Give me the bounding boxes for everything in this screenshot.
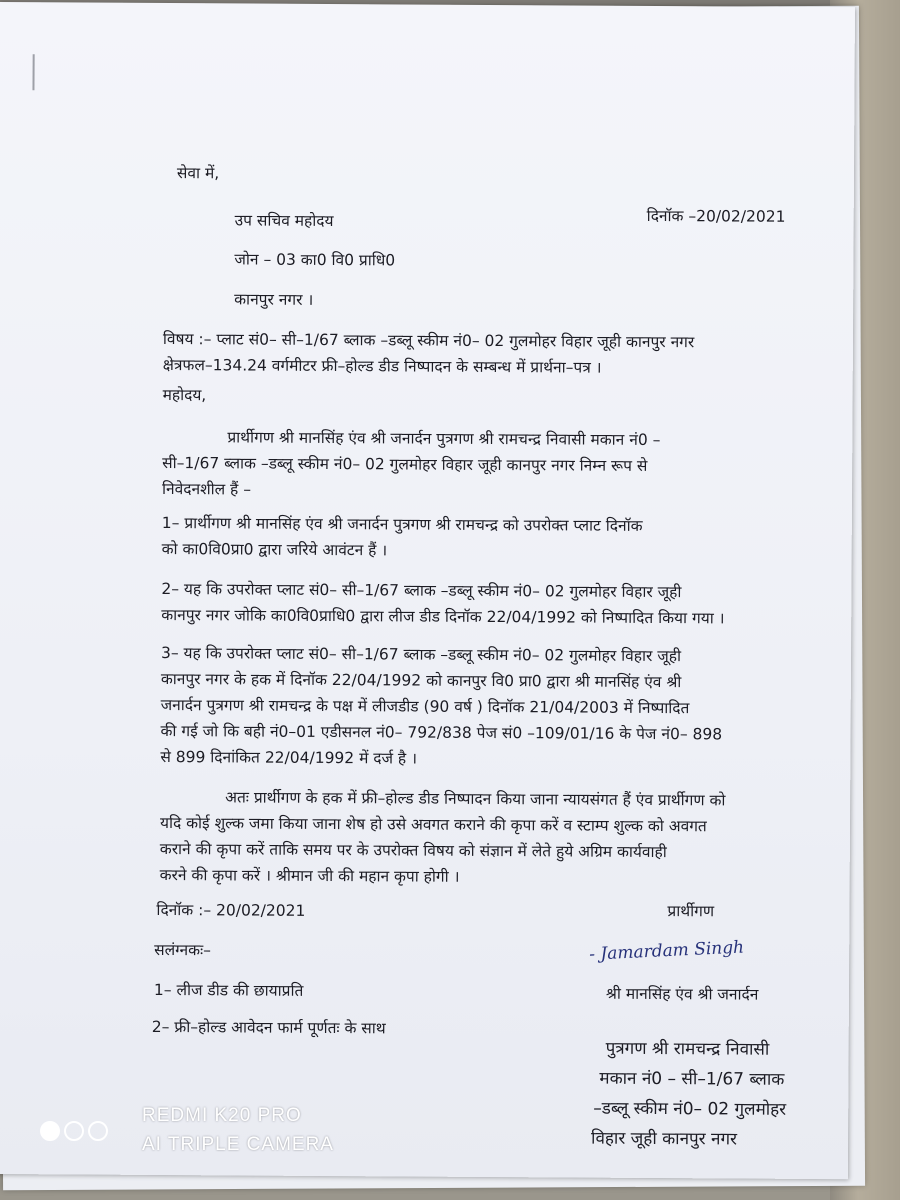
applicant-address-line: पुत्रगण श्री रामचन्द्र निवासी xyxy=(605,1038,770,1060)
recipient-line: कानपुर नगर । xyxy=(234,290,314,309)
enclosure-item: 1– लीज डीड की छायाप्रति xyxy=(153,980,304,1000)
enclosure-item: 2– फ्री–होल्ड आवेदन फार्म पूर्णतः के साथ xyxy=(151,1017,386,1038)
request-line: कराने की कृपा करें ताकि समय पर के उपरोक्त विषय को संज्ञान में लेते हुये अग्रिम कार्यवाही xyxy=(159,839,667,862)
camera-dots-icon xyxy=(40,1121,108,1141)
enclosures-label: सलंग्नकः– xyxy=(154,940,212,960)
handwritten-signature: - Jamardam Singh xyxy=(588,937,745,965)
salutation-to: सेवा में, xyxy=(176,164,220,183)
applicants-label: प्रार्थीगण xyxy=(667,902,715,921)
point-3-line: की गई जो कि बही नं0–01 एडीसनल नं0– 792/838 पेज सं0 –109/01/16 के पेज नं0– 898 xyxy=(160,721,723,744)
point-2-line: कानपुर नगर जोकि का0वि0प्राधि0 द्वारा लीज डीड दिनॉक 22/04/1992 को निष्पादित किया गया । xyxy=(161,605,725,628)
request-line: अतः प्रार्थीगण के हक में फ्री–होल्ड डीड निष्पादन किया जाना न्यायसंगत हैं एंव प्रार्थीगण को xyxy=(225,788,726,810)
intro-line: सी–1/67 ब्लाक –डब्लू स्कीम नं0– 02 गुलमोहर विहार जूही कानपुर नगर निम्न रूप से xyxy=(162,453,648,475)
intro-line: निवेदनशील हैं – xyxy=(161,479,252,499)
applicant-address-line: मकान नं0 – सी–1/67 ब्लाक xyxy=(599,1068,785,1090)
point-3-line: 3– यह कि उपरोक्त प्लाट सं0– सी–1/67 ब्लाक –डब्लू स्कीम नं0– 02 गुलमोहर विहार जूही xyxy=(160,643,682,666)
recipient-line: उप सचिव महोदय xyxy=(234,211,334,231)
point-3-line: जनार्दन पुत्रगण श्री रामचन्द्र के पक्ष में लीजडीड (90 वर्ष ) दिनॉक 21/04/2003 में निष्पादित xyxy=(160,695,690,718)
subject-line: क्षेत्रफल–134.24 वर्गमीटर फ्री–होल्ड डीड निष्पादन के सम्बन्ध में प्रार्थना–पत्र । xyxy=(162,356,602,377)
subject-line: विषय :– प्लाट सं0– सी–1/67 ब्लाक –डब्लू स्कीम नं0– 02 गुलमोहर विहार जूही कानपुर नगर xyxy=(162,330,695,352)
request-line: यदि कोई शुल्क जमा किया जाना शेष हो उसे अवगत कराने की कृपा करें व स्टाम्प शुल्क को अवगत xyxy=(159,813,707,836)
applicant-names: श्री मानसिंह एंव श्री जनार्दन xyxy=(605,984,759,1004)
point-3-line: कानपुर नगर के हक में दिनॉक 22/04/1992 को कानपुर वि0 प्रा0 द्वारा श्री मानसिंह एंव श्री xyxy=(160,669,682,692)
punch-mark xyxy=(32,54,34,90)
intro-line: प्रार्थीगण श्री मानसिंह एंव श्री जनार्दन पुत्रगण श्री रामचन्द्र निवासी मकान नं0 – xyxy=(227,428,661,450)
watermark-camera: AI TRIPLE CAMERA xyxy=(142,1134,334,1155)
date-top: दिनॉक –20/02/2021 xyxy=(646,206,786,226)
point-3-line: से 899 दिनांकित 22/04/1992 में दर्ज है । xyxy=(160,747,418,768)
watermark-model: REDMI K20 PRO xyxy=(142,1105,302,1126)
point-2-line: 2– यह कि उपरोक्त प्लाट सं0– सी–1/67 ब्लाक –डब्लू स्कीम नं0– 02 गुलमोहर विहार जूही xyxy=(161,579,682,602)
letter-page xyxy=(0,2,855,1179)
greeting: महोदय, xyxy=(162,386,207,405)
applicant-address-line: विहार जूही कानपुर नगर xyxy=(591,1128,738,1150)
point-1-line: को का0वि0प्रा0 द्वारा जरिये आवंटन हैं । xyxy=(161,539,388,560)
recipient-line: जोन – 03 का0 वि0 प्राधि0 xyxy=(234,250,396,270)
applicant-address-line: –डब्लू स्कीम नं0– 02 गुलमोहर xyxy=(593,1098,787,1120)
date-bottom: दिनॉक :– 20/02/2021 xyxy=(156,900,306,920)
request-line: करने की कृपा करें । श्रीमान जी की महान कृपा होगी । xyxy=(159,865,460,886)
point-1-line: 1– प्रार्थीगण श्री मानसिंह एंव श्री जनार्दन पुत्रगण श्री रामचन्द्र को उपरोक्त प्लाट दिनॉक xyxy=(161,513,643,535)
